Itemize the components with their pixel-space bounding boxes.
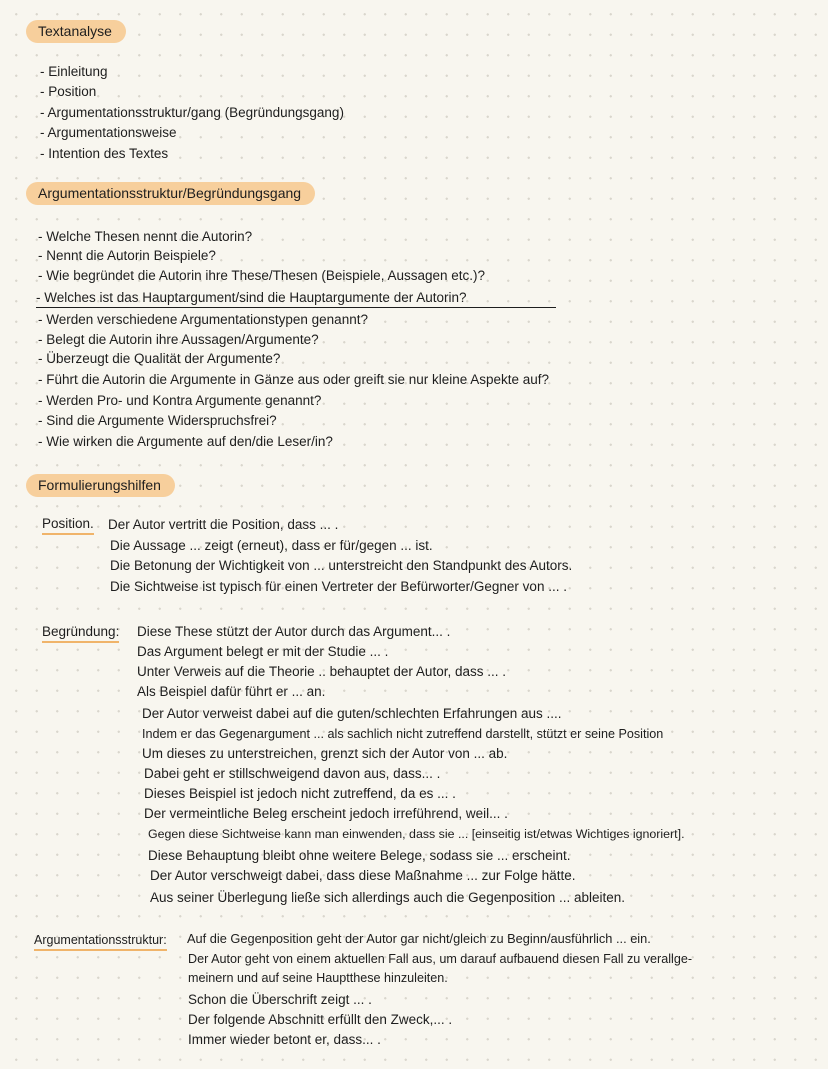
list-item-underlined: - Welches ist das Hauptargument/sind die Hauptargumente der Autorin? — [36, 289, 556, 308]
list-item: - Welche Thesen nennt die Autorin? — [38, 229, 253, 244]
list-item: - Führt die Autorin die Argumente in Gänze aus oder greift sie nur kleine Aspekte auf? — [38, 372, 550, 387]
heading-formulierungshilfen: Formulierungshilfen — [26, 474, 175, 497]
list-item: - Argumentationsweise — [40, 125, 177, 140]
phrase-line: Auf die Gegenposition geht der Autor gar nicht/gleich zu Beginn/ausführlich ... ein. — [187, 931, 651, 946]
phrase-line: Gegen diese Sichtweise kann man einwenden, dass sie ... [einseitig ist/etwas Wichtiges ignoriert]. — [148, 827, 685, 841]
label-position: Position. — [42, 515, 94, 535]
list-item: - Sind die Argumente Widerspruchsfrei? — [38, 413, 277, 428]
phrase-line: Der Autor verweist dabei auf die guten/schlechten Erfahrungen aus .... — [142, 706, 562, 721]
heading-textanalyse: Textanalyse — [26, 20, 126, 43]
phrase-line: Das Argument belegt er mit der Studie ... . — [137, 644, 389, 659]
phrase-line: Immer wieder betont er, dass... . — [188, 1032, 381, 1047]
list-item: - Belegt die Autorin ihre Aussagen/Argumente? — [38, 332, 319, 347]
phrase-line: Der vermeintliche Beleg erscheint jedoch irreführend, weil... . — [144, 806, 508, 821]
phrase-line: Unter Verweis auf die Theorie .. behauptet der Autor, dass ... . — [137, 664, 506, 679]
phrase-line: Um dieses zu unterstreichen, grenzt sich der Autor von ... ab. — [142, 746, 508, 761]
phrase-line: Dabei geht er stillschweigend davon aus, dass... . — [144, 766, 441, 781]
list-item: - Argumentationsstruktur/gang (Begründungsgang) — [40, 105, 344, 120]
phrase-line: Die Sichtweise ist typisch für einen Vertreter der Befürworter/Gegner von ... . — [110, 579, 567, 594]
label-begruendung: Begründung: — [42, 623, 119, 643]
phrase-line: Dieses Beispiel ist jedoch nicht zutreffend, da es ... . — [144, 786, 456, 801]
phrase-line: Die Aussage ... zeigt (erneut), dass er für/gegen ... ist. — [110, 538, 433, 553]
phrase-line: Schon die Überschrift zeigt ... . — [188, 992, 372, 1007]
list-item: - Überzeugt die Qualität der Argumente? — [38, 351, 281, 366]
list-item: - Intention des Textes — [40, 146, 169, 161]
label-argumentationsstruktur: Argumentationsstruktur: — [34, 931, 167, 951]
phrase-line: Diese Behauptung bleibt ohne weitere Belege, sodass sie ... erscheint. — [148, 848, 571, 863]
phrase-line: Diese These stützt der Autor durch das Argument... . — [137, 624, 451, 639]
heading-argumentationsstruktur: Argumentationsstruktur/Begründungsgang — [26, 182, 315, 205]
list-item: - Position — [40, 84, 97, 99]
list-item: - Nennt die Autorin Beispiele? — [38, 248, 216, 263]
list-item: - Einleitung — [40, 64, 108, 79]
list-item: - Wie wirken die Argumente auf den/die Leser/in? — [38, 434, 333, 449]
phrase-line: Indem er das Gegenargument ... als sachlich nicht zutreffend darstellt, stützt er seine Position — [142, 727, 664, 741]
phrase-line: Der Autor verschweigt dabei, dass diese Maßnahme ... zur Folge hätte. — [150, 868, 576, 883]
phrase-line: Aus seiner Überlegung ließe sich allerdings auch die Gegenposition ... ableiten. — [150, 890, 626, 905]
phrase-line: Der folgende Abschnitt erfüllt den Zweck,... . — [188, 1012, 453, 1027]
list-item: - Wie begründet die Autorin ihre These/Thesen (Beispiele, Aussagen etc.)? — [38, 268, 486, 283]
list-item: - Werden verschiedene Argumentationstypen genannt? — [38, 312, 368, 327]
phrase-line: Der Autor geht von einem aktuellen Fall aus, um darauf aufbauend diesen Fall zu verallge- — [188, 952, 693, 966]
list-item: - Werden Pro- und Kontra Argumente genannt? — [38, 393, 322, 408]
phrase-line: Die Betonung der Wichtigkeit von ... unterstreicht den Standpunkt des Autors. — [110, 558, 573, 573]
phrase-line: Der Autor vertritt die Position, dass ... . — [108, 517, 339, 532]
phrase-line: Als Beispiel dafür führt er ... an. — [137, 684, 326, 699]
phrase-line: meinern und auf seine Hauptthese hinzuleiten. — [188, 971, 448, 985]
